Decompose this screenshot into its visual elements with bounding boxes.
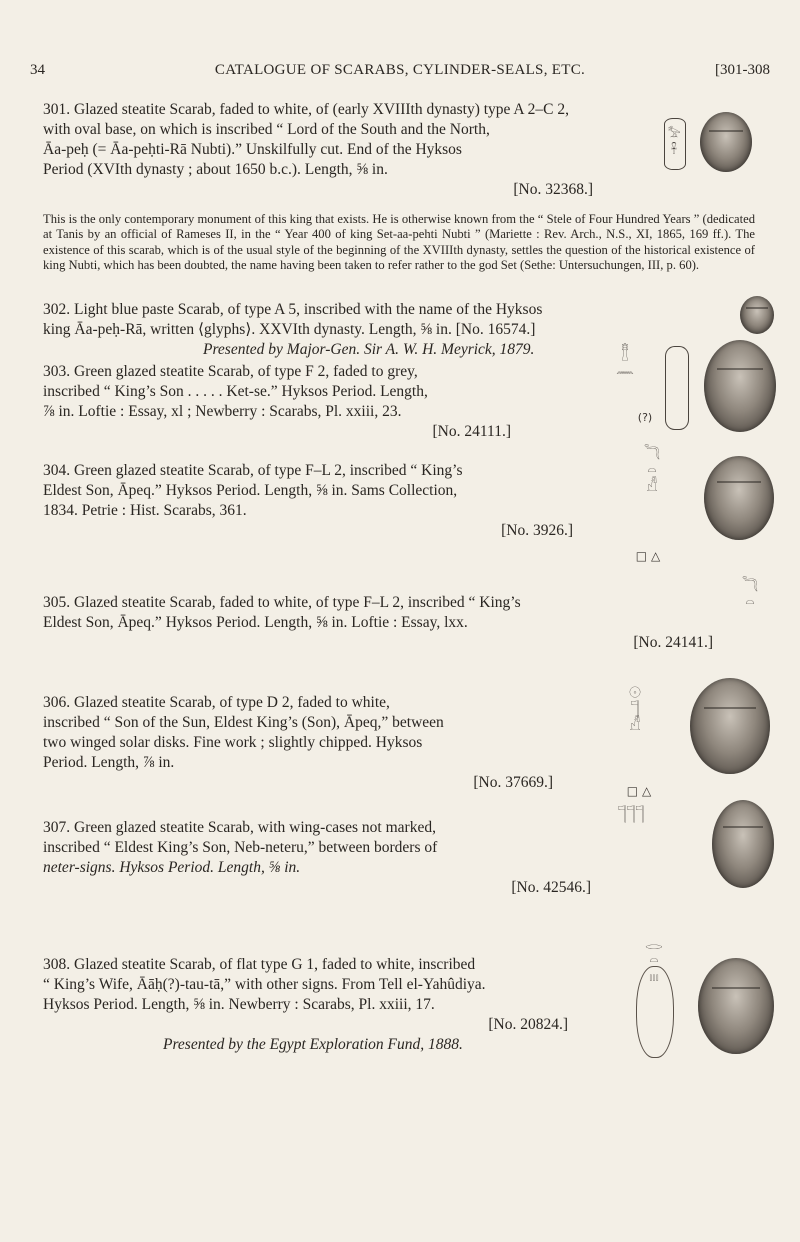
entry-306 bbox=[43, 693, 603, 793]
page-number: 34 bbox=[30, 62, 45, 78]
glyph-308: 𓂋 𓏏 𓏤𓏤𓏤 bbox=[645, 935, 663, 985]
scarab-image-304 bbox=[704, 456, 774, 540]
cartouche-303 bbox=[665, 346, 689, 430]
entry-range: [301-308 bbox=[715, 62, 770, 78]
museum-number: [No. 37669.] bbox=[473, 774, 553, 791]
entry-line: “ King’s Wife, Āāḥ(?)-tau-tā,” with other signs. From Tell el-Yahûdiya. bbox=[43, 976, 486, 993]
entry-line: ⅞ in. Loftie : Essay, xl ; Newberry : Scarabs, Pl. xxiii, 23. bbox=[43, 403, 402, 420]
scarab-image-303 bbox=[704, 340, 776, 432]
entry-307 bbox=[43, 818, 623, 898]
entry-line: 303. Green glazed steatite Scarab, of type F 2, faded to grey, bbox=[43, 363, 418, 380]
entry-304 bbox=[43, 461, 683, 541]
marks-304: □ △ bbox=[635, 549, 661, 563]
entry-line: with oval base, on which is inscribed “ Lord of the South and the North, bbox=[43, 121, 490, 138]
entry-line: 305. Glazed steatite Scarab, faded to white, of type F–L 2, inscribed “ King’s bbox=[43, 594, 521, 611]
entry-line: 301. Glazed steatite Scarab, faded to white, of (early XVIIIth dynasty) type A 2–C 2, bbox=[43, 101, 569, 118]
marks-306: □ △ bbox=[626, 784, 652, 798]
presented-line: Presented by Major-Gen. Sir A. W. H. Meyrick, 1879. bbox=[203, 341, 535, 358]
entry-line: two winged solar disks. Fine work ; slightly chipped. Hyksos bbox=[43, 734, 423, 751]
scarab-image-301 bbox=[700, 112, 752, 172]
glyph-306: 𓇳 𓊹 𓀭 bbox=[628, 684, 642, 734]
museum-number: [No. 24141.] bbox=[633, 634, 713, 651]
entry-301 bbox=[43, 100, 743, 200]
scarab-image-302 bbox=[740, 296, 774, 334]
scarab-image-308 bbox=[698, 958, 774, 1054]
entry-line: Period (XVIth dynasty ; about 1650 b.c.). Length, ⅝ in. bbox=[43, 161, 388, 178]
entry-line: Eldest Son, Āpeq.” Hyksos Period. Length, ⅝ in. Loftie : Essay, lxx. bbox=[43, 614, 468, 631]
entry-line: Āa-peḥ (= Āa-peḥti-Rā Nubti).” Unskilfully cut. End of the Hyksos bbox=[43, 141, 462, 158]
museum-number: [No. 20824.] bbox=[488, 1016, 568, 1033]
glyph-304: 𓆓 𓏏 𓀭 bbox=[643, 445, 661, 495]
entry-line: king Āa-peḥ-Rā, written ⟨glyphs⟩. XXVIth dynasty. Length, ⅝ in. [No. 16574.] bbox=[43, 321, 536, 338]
entry-line: 306. Glazed steatite Scarab, of type D 2, faded to white, bbox=[43, 694, 390, 711]
running-title: CATALOGUE OF SCARABS, CYLINDER-SEALS, ETC. bbox=[214, 62, 586, 78]
entry-line: 308. Glazed steatite Scarab, of flat type G 1, faded to white, inscribed bbox=[43, 956, 476, 973]
scarab-image-307 bbox=[712, 800, 774, 888]
entry-line: 302. Light blue paste Scarab, of type A 5, inscribed with the name of the Hyksos bbox=[43, 301, 543, 318]
glyph-303: 𓊽 𓈖 bbox=[616, 343, 634, 377]
entry-line: inscribed “ Son of the Sun, Eldest King’s (Son), Āpeq,” between bbox=[43, 714, 444, 731]
note-301: This is the only contemporary monument of this king that exists. He is otherwise known from the “ Stele of Four Hundred Years ” (dedicated at Tanis by an official of Rameses II, in the “ Year 400 of king Set-aa-pehti Nubti ” (Mariette : Rev. Arch., N.S., XI, 1865, 169 ff.). The existence of this scarab, which is of the usual style of the beginning of the XVIIIth dynasty, settles the question of the historical existence of king Nubti, which has been doubted, the name having been taken to refer rather to the god Set (Sethe: Untersuchungen, III, p. 60). bbox=[43, 212, 755, 273]
glyph-note-303: (?) bbox=[637, 411, 653, 424]
entry-line: neter-signs. Hyksos Period. Length, ⅝ in. bbox=[43, 859, 301, 876]
glyph-305: 𓆓 𓏏 bbox=[741, 577, 759, 611]
museum-number: [No. 42546.] bbox=[511, 879, 591, 896]
running-header bbox=[30, 62, 770, 84]
glyph-307: 𓊹𓊹𓊹 bbox=[617, 805, 645, 823]
entry-303 bbox=[43, 362, 603, 442]
museum-number: [No. 3926.] bbox=[501, 522, 573, 539]
entry-line: 1834. Petrie : Hist. Scarabs, 361. bbox=[43, 502, 247, 519]
entry-305 bbox=[43, 593, 723, 653]
entry-line: Eldest Son, Āpeq.” Hyksos Period. Length, ⅝ in. Sams Collection, bbox=[43, 482, 458, 499]
museum-number: [No. 32368.] bbox=[513, 181, 593, 198]
entry-line: 307. Green glazed steatite Scarab, with wing-cases not marked, bbox=[43, 819, 436, 836]
entry-line: Period. Length, ⅞ in. bbox=[43, 754, 175, 771]
entry-line: inscribed “ King’s Son . . . . . Ket-se.” Hyksos Period. Length, bbox=[43, 383, 428, 400]
entry-line: inscribed “ Eldest King’s Son, Neb-neteru,” between borders of bbox=[43, 839, 438, 856]
glyph-301: 𓅡 𓋹 bbox=[667, 127, 681, 156]
presented-line: Presented by the Egypt Exploration Fund, 1888. bbox=[163, 1036, 463, 1053]
entry-line: 304. Green glazed steatite Scarab, of type F–L 2, inscribed “ King’s bbox=[43, 462, 463, 479]
oval-base-308 bbox=[636, 966, 674, 1058]
entry-line: Hyksos Period. Length, ⅝ in. Newberry : Scarabs, Pl. xxiii, 17. bbox=[43, 996, 435, 1013]
scarab-image-306 bbox=[690, 678, 770, 774]
entry-308 bbox=[43, 955, 643, 1055]
museum-number: [No. 24111.] bbox=[432, 423, 511, 440]
